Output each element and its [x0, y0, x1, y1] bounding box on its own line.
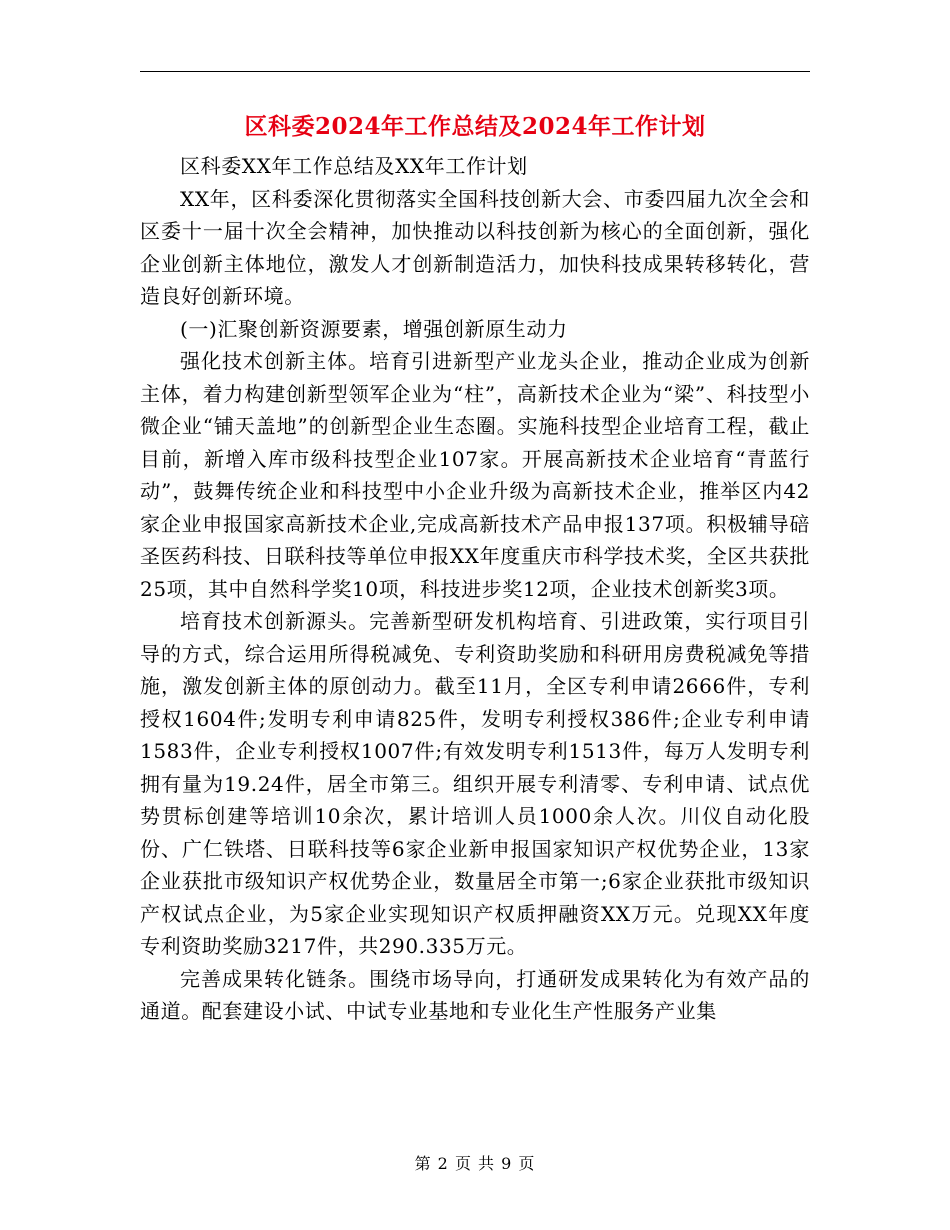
- page-number-footer: 第 2 页 共 9 页: [414, 1154, 536, 1173]
- body-paragraph: 强化技术创新主体。培育引进新型产业龙头企业，推动企业成为创新主体，着力构建创新型领军企业为“柱”，高新技术企业为“梁”、科技型小微企业“铺天盖地”的创新型企业生态圈。实施科技型企业培育工程，截止目前，新增入库市级科技型企业107家。开展高新技术企业培育“青蓝行动”，鼓舞传统企业和科技型中小企业升级为高新技术企业，推举区内42家企业申报国家高新技术企业,完成高新技术产品申报137项。积极辅导碚圣医药科技、日联科技等单位申报XX年度重庆市科学技术奖，全区共获批25项，其中自然科学奖10项，科技进步奖12项，企业技术创新奖3项。: [140, 349, 810, 601]
- body-paragraph: 完善成果转化链条。围绕市场导向，打通研发成果转化为有效产品的通道。配套建设小试、中试专业基地和专业化生产性服务产业集: [140, 966, 810, 1023]
- section-heading: (一)汇聚创新资源要素，增强创新原生动力: [180, 316, 568, 341]
- body-paragraph: 培育技术创新源头。完善新型研发机构培育、引进政策，实行项目引导的方式，综合运用所得税减免、专利资助奖励和科研用房费税减免等措施，激发创新主体的原创动力。截至11月，全区专利申请2666件，专利授权1604件;发明专利申请825件，发明专利授权386件;企业专利申请1583件，企业专利授权1007件;有效发明专利1513件，每万人发明专利拥有量为19.24件，居全市第三。组织开展专利清零、专利申请、试点优势贯标创建等培训10余次，累计培训人员1000余人次。川仪自动化股份、广仁铁塔、日联科技等6家企业新申报国家知识产权优势企业，13家企业获批市级知识产权优势企业，数量居全市第一;6家企业获批市级知识产权试点企业，为5家企业实现知识产权质押融资XX万元。兑现XX年度专利资助奖励3217件，共290.335万元。: [140, 609, 810, 958]
- header-rule: [140, 71, 810, 72]
- body-paragraph: XX年，区科委深化贯彻落实全国科技创新大会、市委四届九次全会和区委十一届十次全会精神，加快推动以科技创新为核心的全面创新，强化企业创新主体地位，激发人才创新制造活力，加快科技成果转移转化，营造良好创新环境。: [140, 186, 810, 308]
- document-title: 区科委2024年工作总结及2024年工作计划: [244, 113, 706, 140]
- body-paragraph: 区科委XX年工作总结及XX年工作计划: [180, 154, 528, 178]
- document-body: [140, 150, 810, 1028]
